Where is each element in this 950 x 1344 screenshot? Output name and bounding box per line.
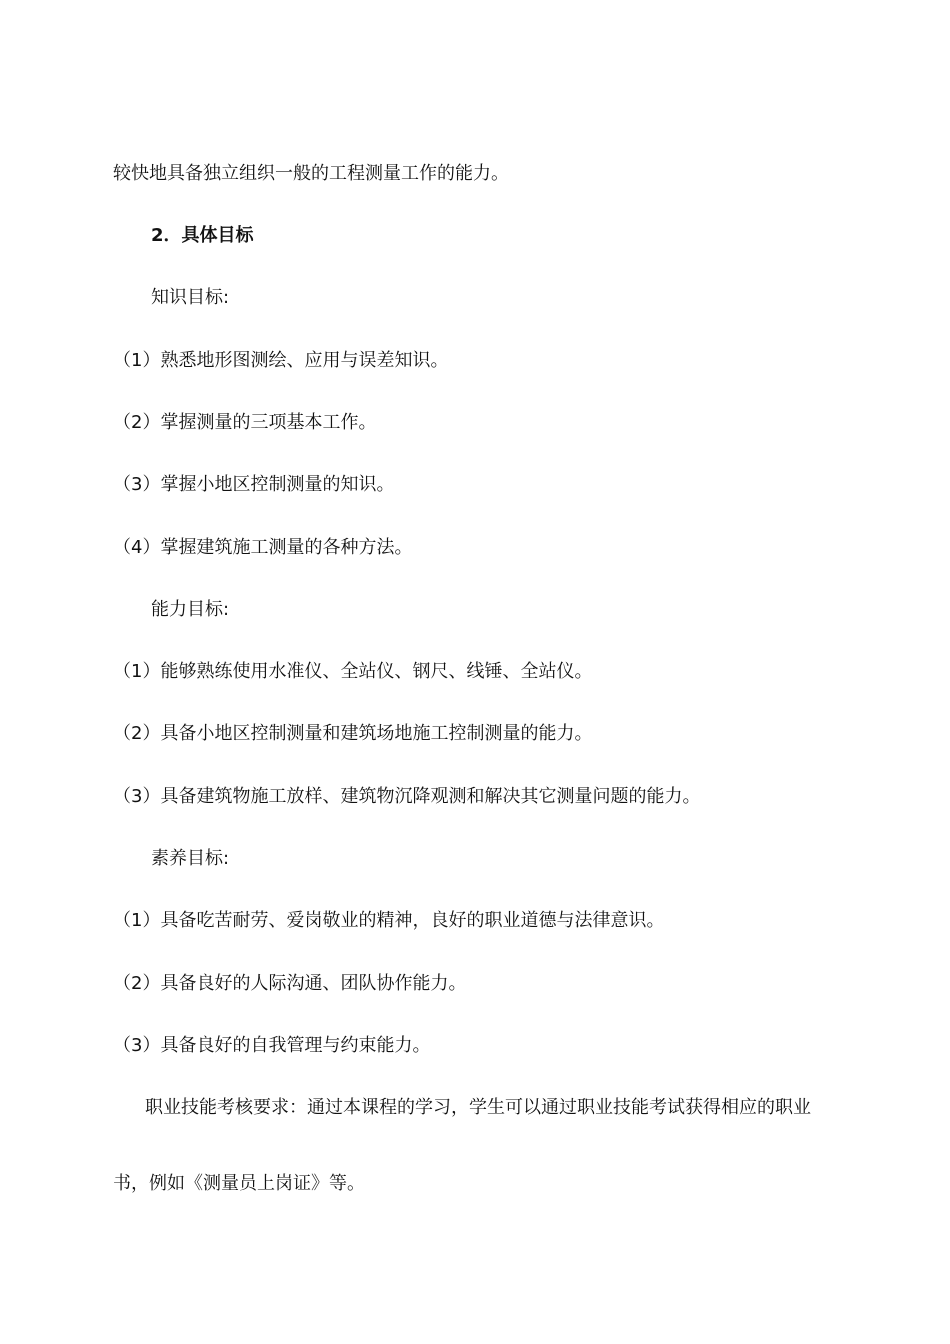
list-item: （3）具备建筑物施工放样、建筑物沉降观测和解决其它测量问题的能力。 <box>113 786 701 807</box>
list-item: （1）熟悉地形图测绘、应用与误差知识。 <box>113 350 449 371</box>
quality-label: 素养目标: <box>151 848 230 869</box>
list-item: （2）掌握测量的三项基本工作。 <box>113 412 377 433</box>
knowledge-label: 知识目标: <box>151 287 230 308</box>
ability-label: 能力目标: <box>151 599 230 620</box>
list-item: （2）具备小地区控制测量和建筑场地施工控制测量的能力。 <box>113 723 593 744</box>
list-item: （1）能够熟练使用水准仪、全站仪、钢尺、线锤、全站仪。 <box>113 661 593 682</box>
list-item: （3）掌握小地区控制测量的知识。 <box>113 474 395 495</box>
list-item: （2）具备良好的人际沟通、团队协作能力。 <box>113 973 467 994</box>
list-item: （4）掌握建筑施工测量的各种方法。 <box>113 537 413 558</box>
continuation-text: 较快地具备独立组织一般的工程测量工作的能力。 <box>113 163 509 184</box>
list-item: （3）具备良好的自我管理与约束能力。 <box>113 1035 431 1056</box>
section-heading: 2．具体目标 <box>151 225 254 246</box>
certification-text-line-1: 职业技能考核要求：通过本课程的学习，学生可以通过职业技能考试获得相应的职业 <box>145 1097 811 1118</box>
list-item: （1）具备吃苦耐劳、爱岗敬业的精神，良好的职业道德与法律意识。 <box>113 910 665 931</box>
certification-text-line-2: 书，例如《测量员上岗证》等。 <box>113 1173 365 1194</box>
